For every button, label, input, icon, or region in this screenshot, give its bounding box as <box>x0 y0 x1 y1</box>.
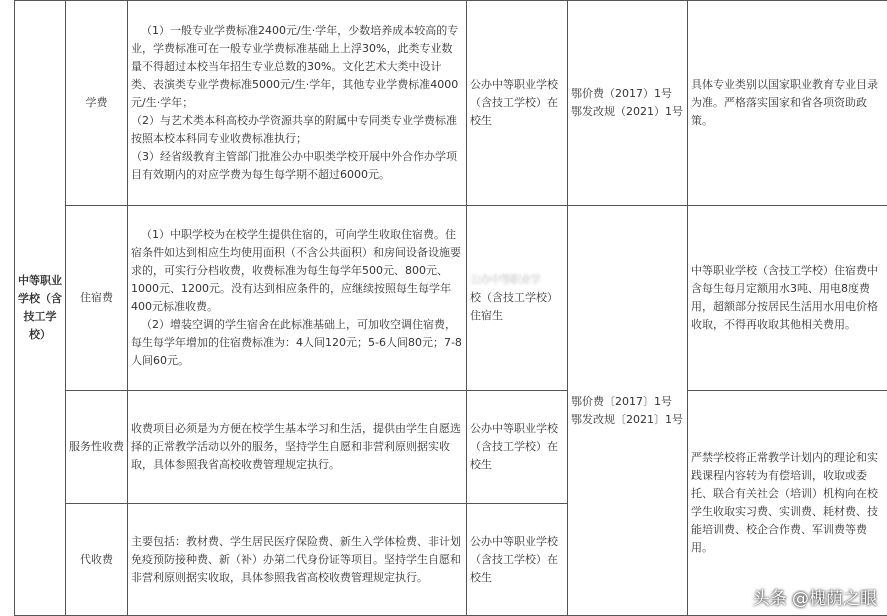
school-type-cell: 中等职业学校（含技工学校） <box>15 1 66 616</box>
target-service: 公办中等职业学校（含技工学校）在校生 <box>467 391 568 504</box>
fee-table <box>14 0 887 616</box>
standard-service: 收费项目必须是为方便在校学生基本学习和生活，提供由学生自愿选择的正常教学活动以外的服务，坚持学生自愿和非营利原则据实收取，具体参照我省高校收费管理规定执行。 <box>128 391 467 504</box>
note-service-agency: 严禁学校将正常教学计划内的理论和实践课程内容转为有偿培训，收取或委托、联合有关社会（培训）机构向在校学生收取实习费、实训费、耗材费、技能培训费、校企合作费、军训费等费用。 <box>688 391 887 616</box>
standard-tuition-item-3: （3）经省级教育主管部门批准公办中职类学校开展中外合作办学项目有效期内的对应学费为每生每学期不超过6000元。 <box>131 148 463 184</box>
target-lodging-text: 校（含技工学校）住宿生 <box>470 291 558 322</box>
policy-tuition: 鄂价费（2017）1号 鄂发改规（2021）1号 <box>568 1 688 206</box>
standard-tuition <box>128 1 467 206</box>
category-tuition: 学费 <box>66 1 128 206</box>
standard-agency: 主要包括：教材费、学生居民医疗保险费、新生入学体检费、非计划免疫预防接种费、新（补）办第二代身份证等项目。坚持学生自愿和非营利原则据实收取，具体参照我省高校收费管理规定执行。 <box>128 504 467 616</box>
category-agency: 代收费 <box>66 504 128 616</box>
note-lodging: 中等职业学校（含技工学校）住宿费中含每生每月定额用水3吨、用电8度费用，超额部分按居民生活用水用电价格收取，不得再收取其他相关费用。 <box>688 206 887 391</box>
standard-lodging-item-2: （2）增装空调的学生宿舍在此标准基础上，可加收空调住宿费，每生每学年增加的住宿费标准为：4人间120元；5-6人间80元；7-8人间60元。 <box>131 316 463 370</box>
standard-tuition-item-1: （1）一般专业学费标准2400元/生·学年，少数培养成本较高的专业，学费标准可在一般专业学费标准基础上上浮30%，此类专业数量不得超过本校当年招生专业总数的30%。文化艺术大类中设计类、表演类专业学费标准5000元/生·学年，其他专业学费标准4000元/生·学年； <box>131 22 463 112</box>
target-lodging-blurred-text: 公办中等职业学 <box>470 273 540 286</box>
target-tuition: 公办中等职业学校（含技工学校）在校生 <box>467 1 568 206</box>
policy-shared: 鄂价费〔2017〕1号 鄂发改规〔2021〕1号 <box>568 206 688 616</box>
standard-lodging-item-1: （1）中职学校为在校学生提供住宿的，可向学生收取住宿费。住宿条件如达到相应生均使用面积（不含公共面积）和房间设备设施要求的，可实行分档收费，收费标准为每生每学年500元、800元、1000元、1200元。没有达到相应条件的，应继续按照每生每学年400元标准收费。 <box>131 226 463 316</box>
note-tuition: 具体专业类别以国家职业教育专业目录为准。严格落实国家和省各项资助政策。 <box>688 1 887 206</box>
table-row-service <box>15 391 887 504</box>
category-lodging: 住宿费 <box>66 206 128 391</box>
standard-lodging <box>128 206 467 391</box>
target-lodging <box>467 206 568 391</box>
table-row-lodging <box>15 206 887 391</box>
category-service: 服务性收费 <box>66 391 128 504</box>
target-agency: 公办中等职业学校（含技工学校）在校生 <box>467 504 568 616</box>
table-row-tuition <box>15 1 887 206</box>
standard-tuition-item-2: （2）与艺术类本科高校办学资源共享的附属中专同类专业学费标准按照本校本科同专业收费标准执行； <box>131 112 463 148</box>
watermark: 头条 @槐荫之眼 <box>753 584 877 609</box>
